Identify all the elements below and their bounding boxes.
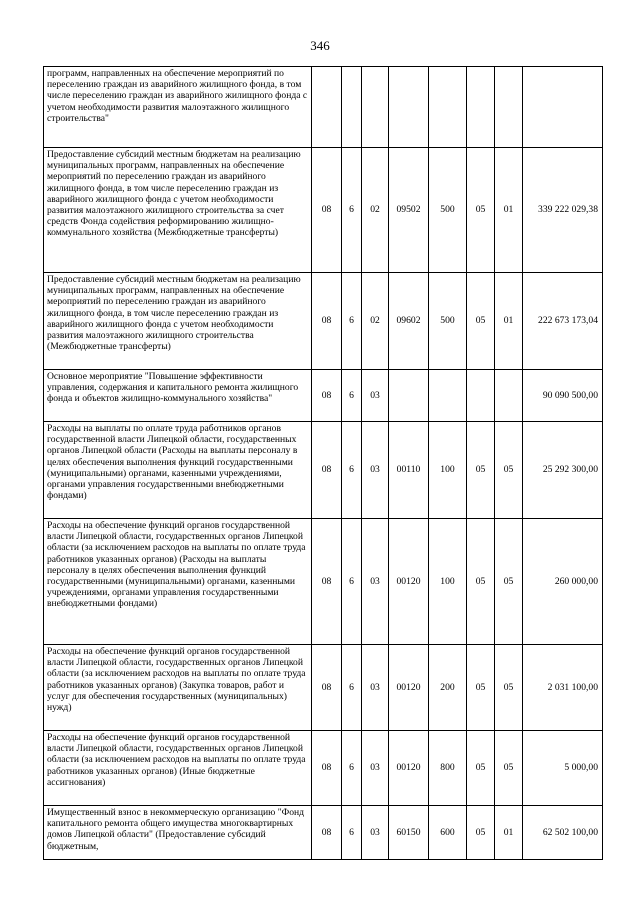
code-pp-cell: 6: [342, 645, 362, 731]
code-om-cell: 03: [362, 645, 389, 731]
table-row: [44, 273, 603, 370]
code-om-cell: 03: [362, 370, 389, 422]
amount-cell: [523, 67, 603, 148]
code-om-cell: 03: [362, 422, 389, 519]
subsection-cell: 05: [495, 645, 523, 731]
description-cell: Предоставление субсидий местным бюджетам на реализацию муниципальных программ, направленных на обеспечение мероприятий по переселению граждан из аварийного жилищного фонда, в том числе переселению граждан из аварийного жилищного фонда с учетом необходимости развития малоэтажного жилищного строительства за счет средств Фонда содействия реформированию жилищно-коммунального хозяйства (Межбюджетные трансферты): [44, 148, 312, 273]
table-row: [44, 731, 603, 806]
amount-cell: 25 292 300,00: [523, 422, 603, 519]
amount-cell: 222 673 173,04: [523, 273, 603, 370]
table-row: [44, 519, 603, 645]
subsection-cell: 05: [495, 422, 523, 519]
section-cell: [467, 370, 495, 422]
expense-type-cell: 100: [429, 519, 467, 645]
code-gp-cell: [312, 67, 342, 148]
code-pp-cell: 6: [342, 422, 362, 519]
code-gp-cell: 08: [312, 731, 342, 806]
subsection-cell: [495, 67, 523, 148]
budget-table-body: [44, 67, 603, 860]
table-row: [44, 148, 603, 273]
subsection-cell: 05: [495, 519, 523, 645]
table-row: [44, 645, 603, 731]
description-cell: программ, направленных на обеспечение мероприятий по переселению граждан из аварийного жилищного фонда, в том числе переселению граждан из аварийного жилищного фонда с учетом необходимости развития малоэтажного жилищного строительства": [44, 67, 312, 148]
expense-type-cell: 100: [429, 422, 467, 519]
code-gp-cell: 08: [312, 645, 342, 731]
code-direction-cell: 00110: [389, 422, 429, 519]
code-pp-cell: 6: [342, 519, 362, 645]
code-pp-cell: 6: [342, 273, 362, 370]
subsection-cell: [495, 370, 523, 422]
code-om-cell: 03: [362, 731, 389, 806]
description-cell: Расходы на выплаты по оплате труда работников органов государственной власти Липецкой области, государственных органов Липецкой области (Расходы на выплаты персоналу в целях обеспечения выполнения функций государственными (муниципальными) органами, казенными учреждениями, органами управления государственными внебюджетными фондами): [44, 422, 312, 519]
expense-type-cell: [429, 67, 467, 148]
code-direction-cell: 09502: [389, 148, 429, 273]
expense-type-cell: 600: [429, 806, 467, 860]
code-gp-cell: 08: [312, 148, 342, 273]
description-cell: Расходы на обеспечение функций органов государственной власти Липецкой области, государственных органов Липецкой области (за исключением расходов на выплаты по оплате труда работников указанных органов) (Иные бюджетные ассигнования): [44, 731, 312, 806]
section-cell: 05: [467, 148, 495, 273]
section-cell: 05: [467, 645, 495, 731]
amount-cell: 5 000,00: [523, 731, 603, 806]
amount-cell: 62 502 100,00: [523, 806, 603, 860]
code-pp-cell: 6: [342, 370, 362, 422]
subsection-cell: 01: [495, 148, 523, 273]
code-om-cell: 03: [362, 519, 389, 645]
description-cell: Основное мероприятие "Повышение эффективности управления, содержания и капитального ремонта жилищного фонда и объектов жилищно-коммунального хозяйства": [44, 370, 312, 422]
table-row: [44, 806, 603, 860]
section-cell: [467, 67, 495, 148]
expense-type-cell: 200: [429, 645, 467, 731]
code-om-cell: [362, 67, 389, 148]
subsection-cell: 01: [495, 273, 523, 370]
description-cell: Предоставление субсидий местным бюджетам на реализацию муниципальных программ, направленных на обеспечение мероприятий по переселению граждан из аварийного жилищного фонда, в том числе переселению граждан из аварийного жилищного фонда с учетом необходимости развития малоэтажного жилищного строительства (Межбюджетные трансферты): [44, 273, 312, 370]
description-cell: Расходы на обеспечение функций органов государственной власти Липецкой области, государственных органов Липецкой области (за исключением расходов на выплаты по оплате труда работников указанных органов) (Закупка товаров, работ и услуг для обеспечения государственных (муниципальных) нужд): [44, 645, 312, 731]
table-row: [44, 370, 603, 422]
amount-cell: 2 031 100,00: [523, 645, 603, 731]
section-cell: 05: [467, 519, 495, 645]
description-cell: Имущественный взнос в некоммерческую организацию "Фонд капитального ремонта общего имущества многоквартирных домов Липецкой области" (Предоставление субсидий бюджетным,: [44, 806, 312, 860]
code-direction-cell: 60150: [389, 806, 429, 860]
code-direction-cell: 09602: [389, 273, 429, 370]
table-row: [44, 67, 603, 148]
section-cell: 05: [467, 273, 495, 370]
page-number: 346: [310, 38, 330, 53]
section-cell: 05: [467, 806, 495, 860]
code-gp-cell: 08: [312, 806, 342, 860]
section-cell: 05: [467, 422, 495, 519]
code-direction-cell: 00120: [389, 731, 429, 806]
subsection-cell: 05: [495, 731, 523, 806]
code-gp-cell: 08: [312, 273, 342, 370]
expense-type-cell: [429, 370, 467, 422]
expense-type-cell: 800: [429, 731, 467, 806]
code-pp-cell: 6: [342, 806, 362, 860]
code-gp-cell: 08: [312, 370, 342, 422]
amount-cell: 260 000,00: [523, 519, 603, 645]
code-om-cell: 02: [362, 148, 389, 273]
code-gp-cell: 08: [312, 422, 342, 519]
code-direction-cell: 00120: [389, 519, 429, 645]
section-cell: 05: [467, 731, 495, 806]
code-pp-cell: 6: [342, 731, 362, 806]
code-pp-cell: 6: [342, 148, 362, 273]
table-row: [44, 422, 603, 519]
code-direction-cell: [389, 370, 429, 422]
expense-type-cell: 500: [429, 273, 467, 370]
budget-table: [43, 66, 603, 860]
code-om-cell: 02: [362, 273, 389, 370]
amount-cell: 90 090 500,00: [523, 370, 603, 422]
expense-type-cell: 500: [429, 148, 467, 273]
code-gp-cell: 08: [312, 519, 342, 645]
code-om-cell: 03: [362, 806, 389, 860]
amount-cell: 339 222 029,38: [523, 148, 603, 273]
code-pp-cell: [342, 67, 362, 148]
subsection-cell: 01: [495, 806, 523, 860]
description-cell: Расходы на обеспечение функций органов государственной власти Липецкой области, государственных органов Липецкой области (за исключением расходов на выплаты по оплате труда работников указанных органов) (Расходы на выплаты персоналу в целях обеспечения выполнения функций государственными (муниципальными) органами, казенными учреждениями, органами управления государственными внебюджетными фондами): [44, 519, 312, 645]
code-direction-cell: [389, 67, 429, 148]
code-direction-cell: 00120: [389, 645, 429, 731]
